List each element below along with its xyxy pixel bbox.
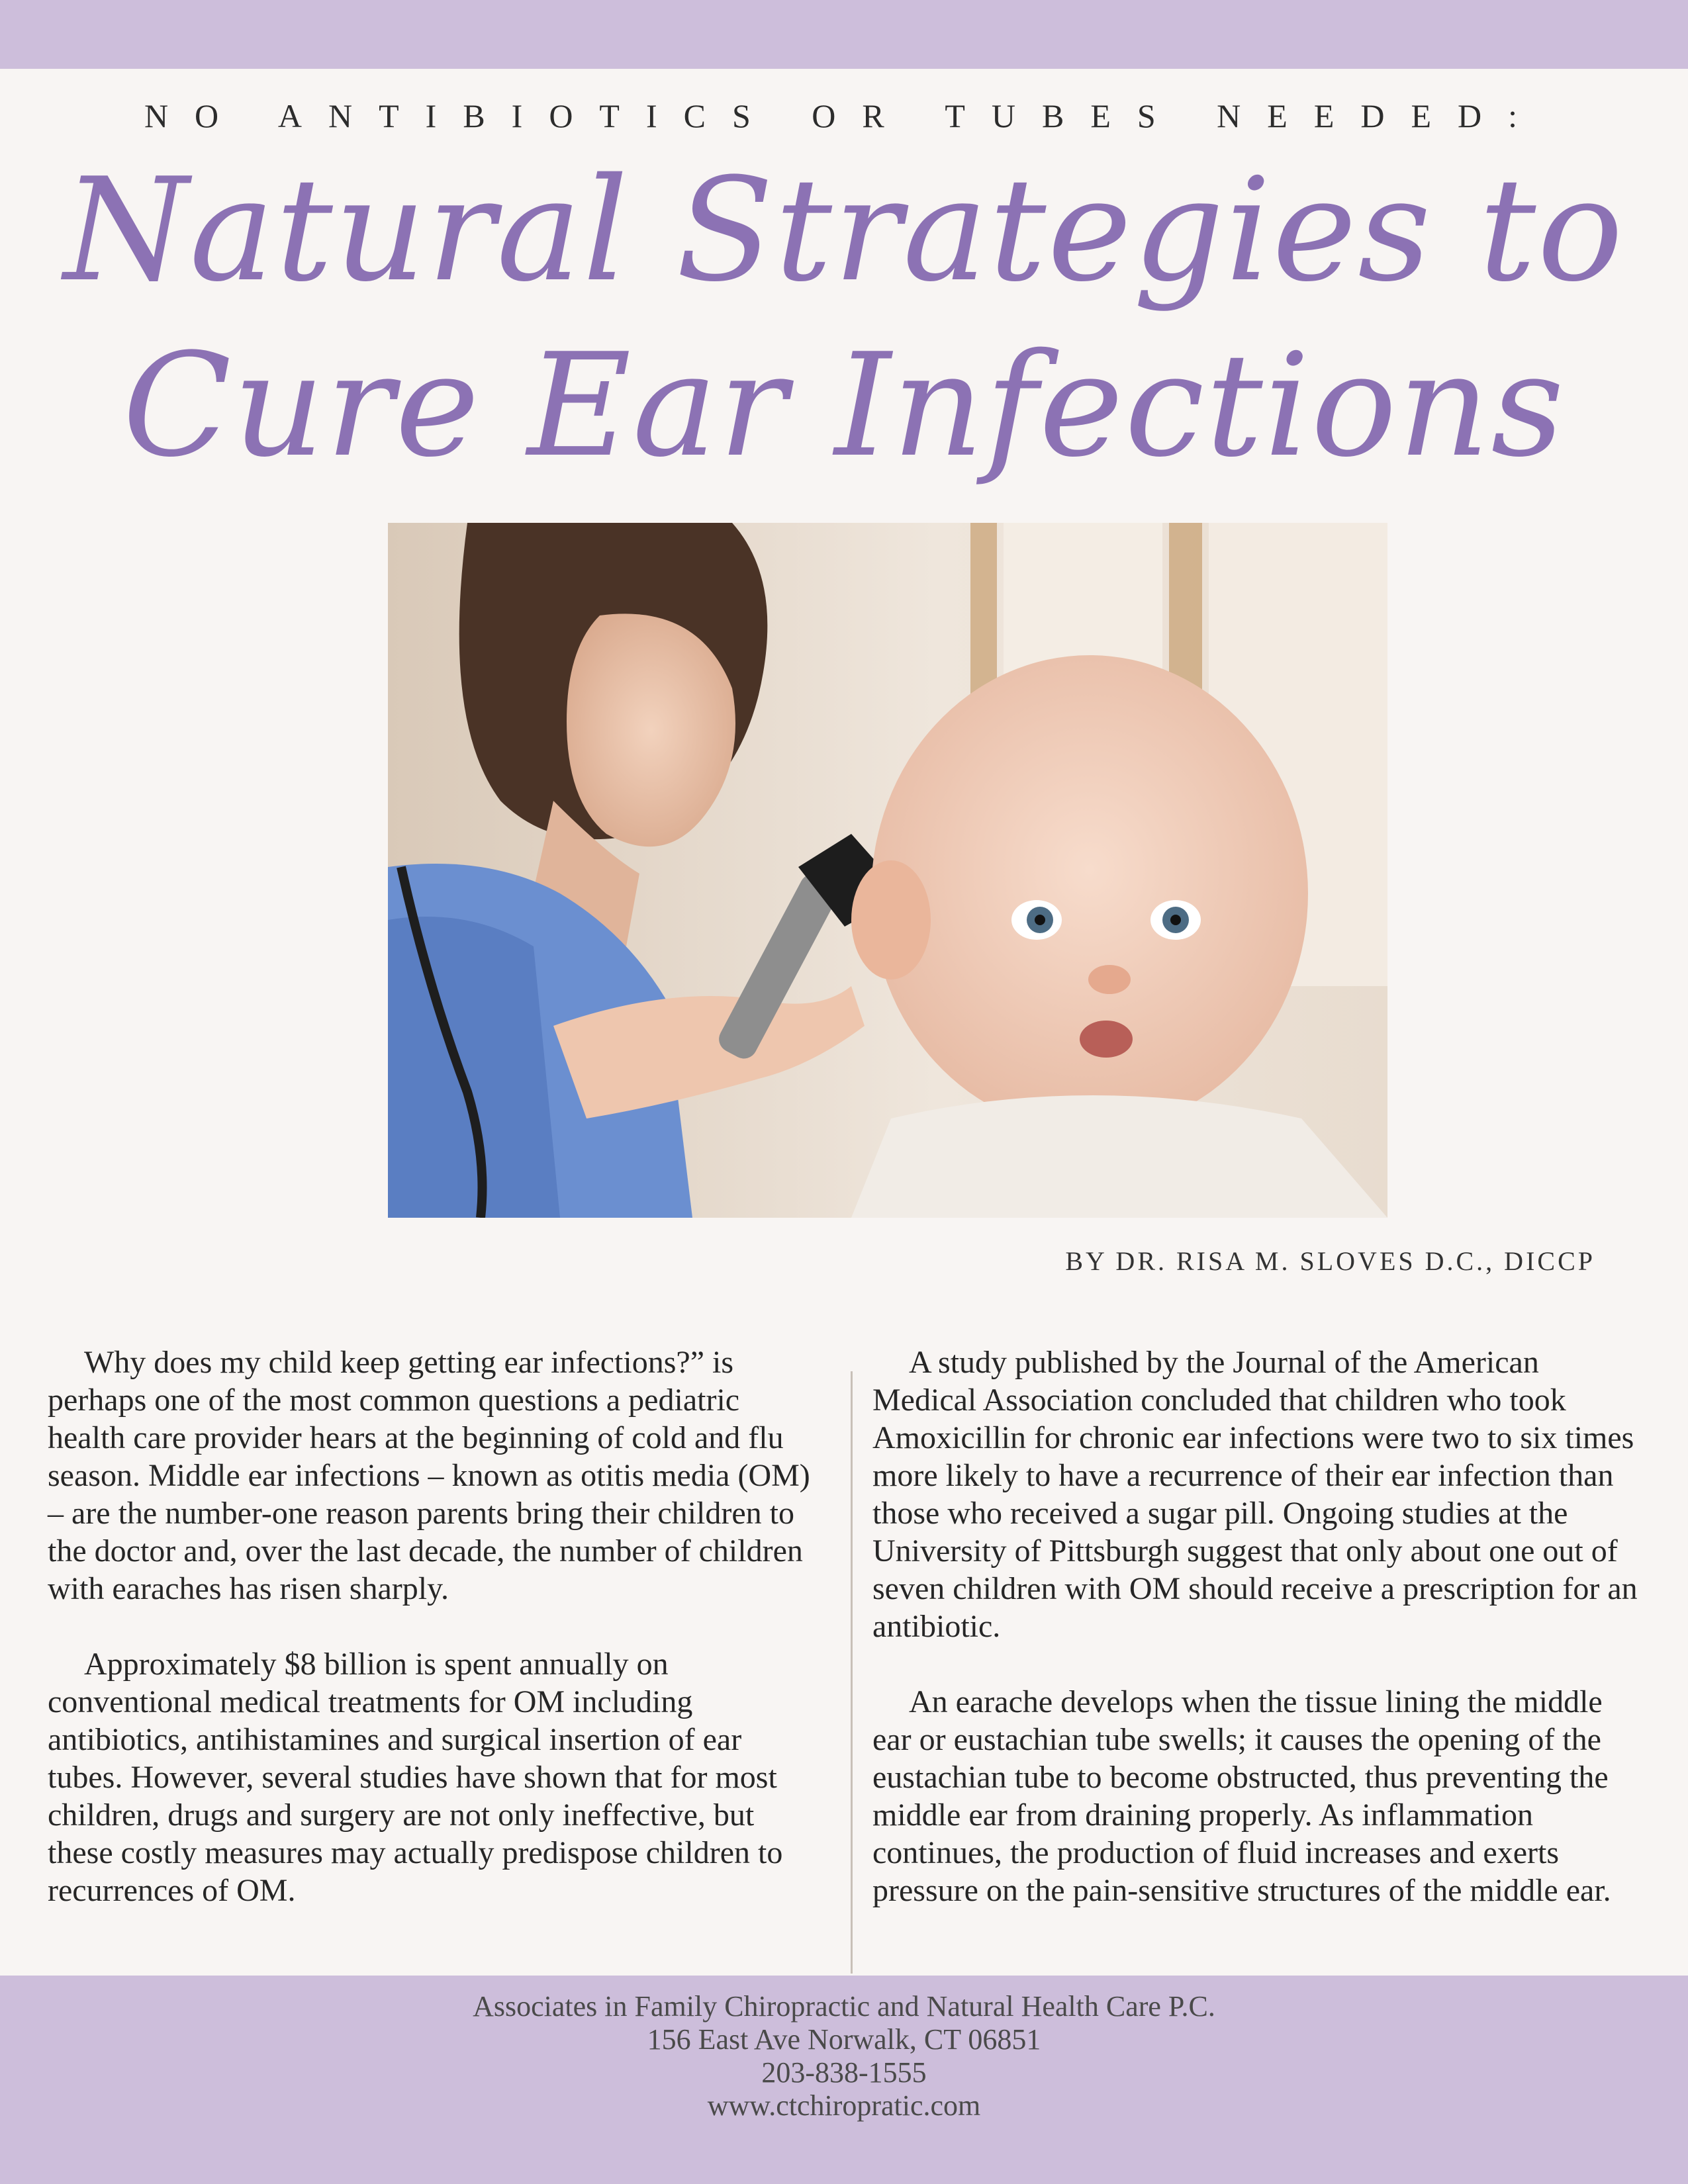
footer-contact-band <box>0 1976 1688 2184</box>
paragraph: Approximately $8 billion is spent annually on conventional medical treatments for OM including antibiotics, antihistamines and surgical insertion of ear tubes. However, several studies have shown that for most children, drugs and surgery are not only ineffective, but these costly measures may actually predispose children to recurrences of OM. <box>48 1647 783 1908</box>
page-title <box>40 142 1648 493</box>
title-line-1: Natural Strategies to <box>64 147 1624 313</box>
footer-phone: 203-838-1555 <box>761 2056 927 2089</box>
article-column-left <box>48 1343 822 1947</box>
article-column-right <box>872 1343 1647 1947</box>
paragraph: A study published by the Journal of the American Medical Association concluded that children who took Amoxicillin for chronic ear infections were two to six times more likely to have a recurrence of their ear infection than those who received a sugar pill. Ongoing studies at the University of Pittsburgh suggest that only about one out of seven children with OM should receive a prescription for an antibiotic. <box>872 1345 1638 1644</box>
kicker-headline: NO ANTIBIOTICS OR TUBES NEEDED: <box>144 97 1544 134</box>
hero-photo-doctor-examining-baby-ear <box>388 523 1387 1218</box>
footer-address: 156 East Ave Norwalk, CT 06851 <box>647 2023 1041 2056</box>
footer-website: www.ctchiropratic.com <box>707 2089 981 2122</box>
footer-practice-name: Associates in Family Chiropractic and Natural Health Care P.C. <box>473 1990 1215 2023</box>
paragraph: An earache develops when the tissue lining the middle ear or eustachian tube swells; it causes the opening of the eustachian tube to become obstructed, thus preventing the middle ear from draining properly. As inflammation continues, the production of fluid increases and exerts pressure on the pain-sensitive structures of the middle ear. <box>872 1684 1611 1908</box>
top-color-band <box>0 0 1688 69</box>
title-line-2: Cure Ear Infections <box>122 322 1566 488</box>
column-divider <box>851 1371 853 1974</box>
paragraph: Why does my child keep getting ear infections?” is perhaps one of the most common questions a pediatric health care provider hears at the beginning of cold and flu season. Middle ear infections – known as otitis media (OM) – are the number-one reason parents bring their children to the doctor and, over the last decade, the number of children with earaches has risen sharply. <box>48 1345 810 1606</box>
author-byline: BY DR. RISA M. SLOVES D.C., DICCP <box>1065 1246 1595 1276</box>
photo-illustration <box>388 523 1387 1218</box>
